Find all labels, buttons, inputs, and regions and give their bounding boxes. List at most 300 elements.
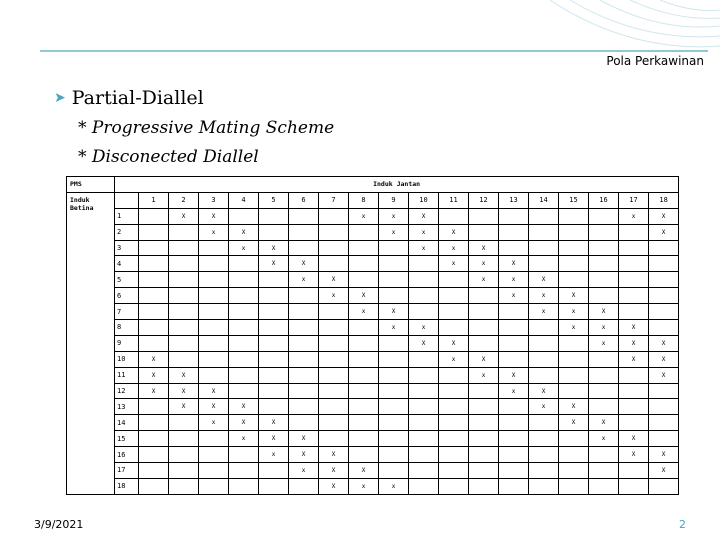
cross-cell [199,463,229,479]
column-header: 15 [559,192,589,208]
cross-cell: X [379,304,409,320]
cross-cell [589,447,619,463]
cross-cell [289,351,319,367]
cross-cell [589,224,619,240]
cross-cell [589,208,619,224]
cross-cell: X [619,335,649,351]
cross-cell: x [529,304,559,320]
cross-cell: X [169,383,199,399]
cross-cell: X [169,399,199,415]
cross-cell [619,256,649,272]
cross-cell [319,304,349,320]
cross-cell: x [289,272,319,288]
column-header: 12 [469,192,499,208]
cross-cell [499,478,529,494]
cross-cell [439,367,469,383]
cross-cell [469,478,499,494]
row-header: 1 [115,208,139,224]
cross-cell: x [379,320,409,336]
cross-cell [319,383,349,399]
cross-cell [439,431,469,447]
cross-cell [199,431,229,447]
cross-cell: X [469,240,499,256]
cross-cell [319,431,349,447]
cross-cell: X [199,208,229,224]
cross-cell [229,463,259,479]
cross-cell [229,256,259,272]
cross-cell [499,447,529,463]
cross-cell [649,415,679,431]
cross-cell: X [649,335,679,351]
cross-cell [319,208,349,224]
cross-cell: x [349,478,379,494]
cross-cell [499,415,529,431]
cross-cell: x [199,224,229,240]
table-row [67,367,679,383]
cross-cell [649,272,679,288]
row-header: 11 [115,367,139,383]
cross-cell: x [379,208,409,224]
cross-cell [259,383,289,399]
row-header: 10 [115,351,139,367]
cross-cell [199,240,229,256]
cross-cell [379,431,409,447]
cross-cell [349,415,379,431]
cross-cell [589,288,619,304]
row-header: 12 [115,383,139,399]
cross-cell [199,272,229,288]
cross-cell: X [649,351,679,367]
sub-item-2: * Disconected Diallel [78,147,259,167]
cross-cell: X [559,415,589,431]
cross-cell [439,288,469,304]
cross-cell [139,399,169,415]
cross-cell [409,478,439,494]
table-row [67,478,679,494]
corner-decoration [530,0,720,50]
cross-cell [259,478,289,494]
cross-cell [619,367,649,383]
cross-cell: X [619,351,649,367]
cross-cell [529,447,559,463]
pms-label: PMS [67,177,115,193]
cross-cell [589,256,619,272]
row-header: 2 [115,224,139,240]
cross-cell [289,478,319,494]
table-row [67,351,679,367]
cross-cell [319,367,349,383]
cross-cell [349,399,379,415]
cross-cell [469,288,499,304]
bullet-arrow-icon: ➤ [54,90,66,106]
cross-cell [259,288,289,304]
cross-cell: x [199,415,229,431]
cross-cell: x [229,240,259,256]
row-header: 3 [115,240,139,256]
row-header: 4 [115,256,139,272]
cross-cell [439,208,469,224]
cross-cell [499,208,529,224]
cross-cell: x [529,288,559,304]
cross-cell [469,463,499,479]
cross-cell [289,224,319,240]
cross-cell [409,288,439,304]
cross-cell [379,272,409,288]
cross-cell [649,288,679,304]
cross-cell [319,320,349,336]
cross-cell [349,367,379,383]
table-row [67,463,679,479]
cross-cell [529,335,559,351]
cross-cell: x [559,304,589,320]
page-number: 2 [679,518,686,531]
cross-cell [259,351,289,367]
cross-cell [529,463,559,479]
cross-cell [589,240,619,256]
cross-cell [469,431,499,447]
cross-cell [349,272,379,288]
cross-cell [529,256,559,272]
footer-date: 3/9/2021 [34,518,84,531]
cross-cell [589,383,619,399]
cross-cell [259,208,289,224]
cross-cell [289,335,319,351]
cross-cell [559,447,589,463]
cross-cell [589,272,619,288]
cross-cell [349,447,379,463]
cross-cell [229,383,259,399]
cross-cell: X [529,383,559,399]
cross-cell [199,367,229,383]
row-header: 7 [115,304,139,320]
cross-cell [499,240,529,256]
cross-cell [259,399,289,415]
cross-cell: X [649,463,679,479]
cross-cell [409,351,439,367]
cross-cell [169,288,199,304]
column-header: 8 [349,192,379,208]
cross-cell [529,367,559,383]
cross-cell [349,351,379,367]
cross-cell [409,463,439,479]
table-row [67,288,679,304]
cross-cell [649,304,679,320]
cross-cell [469,304,499,320]
row-header: 5 [115,272,139,288]
cross-cell: X [469,351,499,367]
cross-cell [649,399,679,415]
cross-cell: x [409,224,439,240]
cross-cell [619,415,649,431]
column-header: 16 [589,192,619,208]
cross-cell [559,272,589,288]
cross-cell [289,208,319,224]
cross-cell [469,335,499,351]
cross-cell [379,288,409,304]
cross-cell: X [169,367,199,383]
cross-cell [319,399,349,415]
cross-cell [169,447,199,463]
cross-cell [559,463,589,479]
cross-cell [409,367,439,383]
table-row [67,224,679,240]
cross-cell [259,224,289,240]
cross-cell: x [439,256,469,272]
cross-cell [589,399,619,415]
cross-cell [589,463,619,479]
cross-cell [499,320,529,336]
cross-cell [439,383,469,399]
cross-cell [619,288,649,304]
cross-cell: X [319,447,349,463]
cross-cell: x [349,208,379,224]
cross-cell [259,335,289,351]
cross-cell [259,272,289,288]
bullet-item [54,87,204,109]
cross-cell [259,463,289,479]
table-row [67,399,679,415]
cross-cell: X [289,447,319,463]
row-header: 8 [115,320,139,336]
cross-cell: X [319,272,349,288]
cross-cell: x [319,288,349,304]
cross-cell [139,224,169,240]
cross-cell [559,431,589,447]
cross-cell: x [409,240,439,256]
column-header: 17 [619,192,649,208]
corner-cell [115,192,139,208]
cross-cell [319,224,349,240]
cross-cell [649,256,679,272]
cross-cell [649,320,679,336]
cross-cell [169,478,199,494]
cross-cell [379,463,409,479]
cross-cell: x [589,431,619,447]
cross-cell: X [169,208,199,224]
cross-cell [139,478,169,494]
row-header: 9 [115,335,139,351]
cross-cell [649,431,679,447]
cross-cell [169,351,199,367]
row-header: 16 [115,447,139,463]
cross-cell: x [439,240,469,256]
cross-cell: X [409,208,439,224]
cross-cell [319,351,349,367]
cross-cell [529,208,559,224]
cross-cell: X [559,288,589,304]
cross-cell: x [469,367,499,383]
table-row [67,240,679,256]
cross-cell [259,304,289,320]
cross-cell [169,415,199,431]
cross-cell: x [499,288,529,304]
cross-cell [619,383,649,399]
cross-cell: X [649,208,679,224]
cross-cell [229,367,259,383]
sub-item-1: * Progressive Mating Scheme [78,118,335,138]
cross-cell [649,478,679,494]
cross-cell [289,399,319,415]
cross-cell: X [619,320,649,336]
cross-cell [289,304,319,320]
column-header: 3 [199,192,229,208]
cross-cell: X [139,351,169,367]
cross-cell [199,478,229,494]
cross-cell [619,304,649,320]
cross-cell [559,351,589,367]
cross-cell [469,383,499,399]
cross-cell [289,240,319,256]
cross-cell [169,224,199,240]
cross-cell [259,320,289,336]
cross-cell: x [229,431,259,447]
cross-cell [439,415,469,431]
cross-cell [409,399,439,415]
cross-cell: X [589,415,619,431]
cross-cell [439,304,469,320]
cross-cell [439,320,469,336]
cross-cell [229,447,259,463]
cross-cell [619,478,649,494]
column-header: 10 [409,192,439,208]
row-header: 14 [115,415,139,431]
cross-cell [439,447,469,463]
cross-cell: X [259,431,289,447]
row-header: 18 [115,478,139,494]
cross-cell [289,415,319,431]
cross-cell [349,335,379,351]
cross-cell [409,415,439,431]
cross-cell [439,478,469,494]
cross-cell [469,399,499,415]
row-header: 15 [115,431,139,447]
cross-cell [589,351,619,367]
cross-cell: X [259,256,289,272]
cross-cell [319,240,349,256]
cross-cell [439,272,469,288]
female-parent-label: Induk Betina [67,192,115,494]
cross-cell: x [289,463,319,479]
cross-cell [559,240,589,256]
column-header: 13 [499,192,529,208]
cross-cell [379,335,409,351]
cross-cell [499,351,529,367]
cross-cell [349,256,379,272]
cross-cell: X [529,272,559,288]
cross-cell [349,383,379,399]
table-row [67,335,679,351]
cross-cell: x [439,351,469,367]
cross-cell: X [319,478,349,494]
cross-cell: x [469,256,499,272]
cross-cell [139,240,169,256]
cross-cell: X [409,335,439,351]
cross-cell [559,335,589,351]
mating-scheme-table [66,176,679,495]
table-body [67,177,679,495]
cross-cell [229,208,259,224]
cross-cell: X [559,399,589,415]
table-row [67,304,679,320]
cross-cell [289,288,319,304]
cross-cell [199,335,229,351]
cross-cell: X [139,383,169,399]
cross-cell [529,224,559,240]
cross-cell [199,256,229,272]
cross-cell [169,320,199,336]
cross-cell [529,478,559,494]
cross-cell [229,335,259,351]
cross-cell [619,272,649,288]
cross-cell: X [289,256,319,272]
cross-cell [229,288,259,304]
cross-cell [199,320,229,336]
cross-cell [619,224,649,240]
table-top-row [67,177,679,193]
cross-cell [229,351,259,367]
row-header: 13 [115,399,139,415]
table-row [67,256,679,272]
table-row [67,383,679,399]
cross-cell [559,478,589,494]
cross-cell [649,383,679,399]
cross-cell [559,256,589,272]
cross-cell [379,447,409,463]
cross-cell: x [559,320,589,336]
cross-cell: X [199,383,229,399]
row-header: 17 [115,463,139,479]
cross-cell [469,208,499,224]
cross-cell [559,383,589,399]
cross-cell: X [229,415,259,431]
bullet-text: Partial-Diallel [71,87,204,109]
cross-cell [409,272,439,288]
cross-cell: x [259,447,289,463]
cross-cell: x [619,208,649,224]
cross-cell [529,320,559,336]
cross-cell [379,256,409,272]
cross-cell [169,431,199,447]
cross-cell [559,367,589,383]
cross-cell [349,240,379,256]
cross-cell: X [619,447,649,463]
column-header: 14 [529,192,559,208]
cross-cell: X [289,431,319,447]
cross-cell: X [349,288,379,304]
cross-cell: X [199,399,229,415]
cross-cell [409,256,439,272]
cross-cell: X [589,304,619,320]
cross-cell [139,463,169,479]
cross-cell [319,335,349,351]
cross-cell [259,367,289,383]
cross-cell [289,367,319,383]
cross-cell [409,383,439,399]
cross-cell [589,478,619,494]
cross-cell [229,478,259,494]
cross-cell [199,447,229,463]
cross-cell [589,367,619,383]
cross-cell [499,431,529,447]
cross-cell [139,304,169,320]
column-header: 1 [139,192,169,208]
cross-cell: X [499,367,529,383]
column-header: 4 [229,192,259,208]
cross-cell [139,320,169,336]
cross-cell [409,431,439,447]
cross-cell: x [379,478,409,494]
table-row [67,272,679,288]
